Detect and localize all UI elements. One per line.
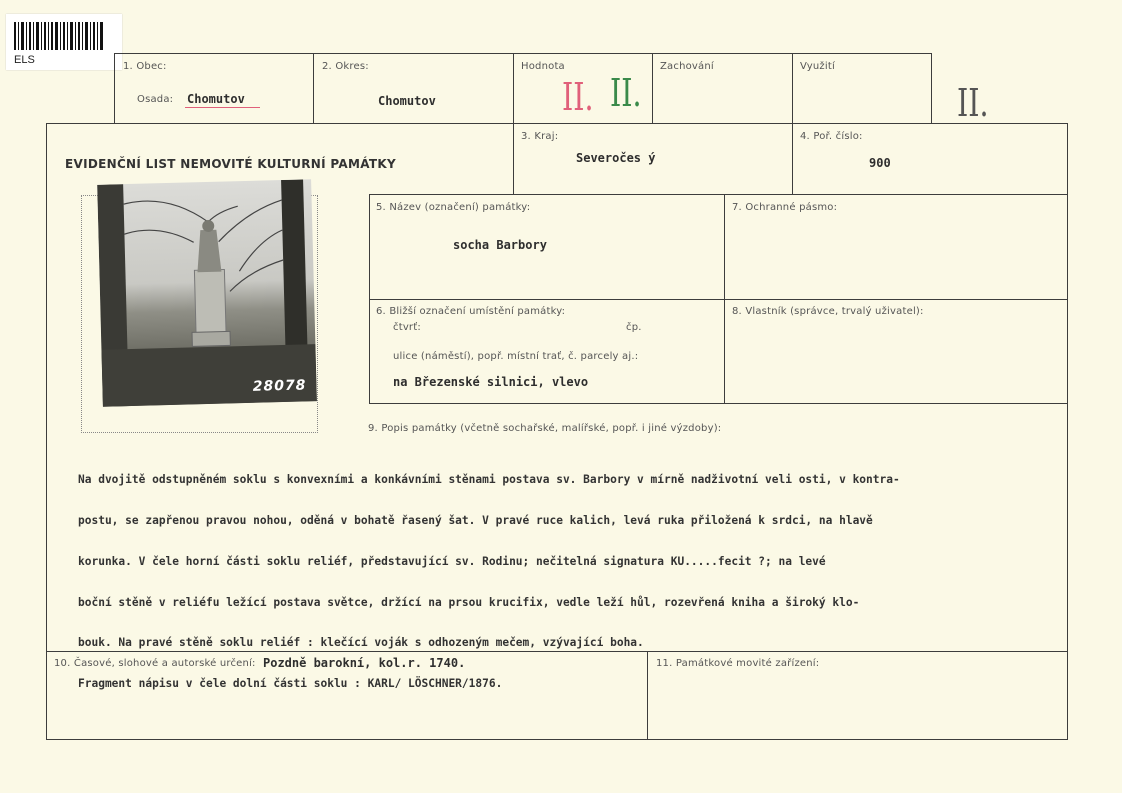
okres-label: 2. Okres: <box>322 61 369 72</box>
popis-line: postu, se zapřenou pravou nohou, oděná v bohatě řasený šat. V pravé ruce kalich, levá ruka přiložená k srdci, na hlavě <box>78 513 873 527</box>
statue-scene-icon <box>97 179 317 407</box>
side-value: II. <box>957 81 989 125</box>
photo-number: 28078 <box>252 377 307 395</box>
cp-label: čp. <box>626 322 642 333</box>
por-cislo-value: 900 <box>869 156 891 170</box>
ochranne-label: 7. Ochranné pásmo: <box>732 202 838 213</box>
okres-value: Chomutov <box>378 94 436 108</box>
nazev-value: socha Barbory <box>453 238 547 252</box>
popis-line: korunka. V čele horní části soklu reliéf, představující sv. Rodinu; nečitelná signatura KU.....fecit ?; na levé <box>78 554 826 568</box>
por-cislo-label: 4. Poř. číslo: <box>800 131 863 142</box>
sticker-label: ELS <box>14 54 35 66</box>
umisteni-value: na Březenské silnici, vlevo <box>393 375 589 389</box>
obec-label: 1. Obec: <box>123 61 167 72</box>
zarizeni-label: 11. Památkové movité zařízení: <box>656 658 820 669</box>
hodnota-mark-green: II. <box>610 71 642 115</box>
popis-line: Na dvojitě odstupněném soklu s konvexními a konkávními stěnami postava sv. Barbory v mírně nadživotní veli osti, v kontra- <box>78 473 900 487</box>
popis-label: 9. Popis památky (včetně sochařské, malířské, popř. i jiné výzdoby): <box>368 423 722 434</box>
hodnota-mark-red: II. <box>562 75 594 119</box>
umisteni-label: 6. Bližší označení umístění památky: <box>376 306 566 317</box>
monument-photo <box>97 179 317 407</box>
popis-line: boční stěně v reliéfu ležící postava světce, držící na prsou krucifix, vedle leží hůl, rozevřená kniha a široký klo- <box>78 595 860 609</box>
hodnota-label: Hodnota <box>521 61 565 72</box>
popis-line: Fragment nápisu v čele dolní části soklu : KARL/ LÖSCHNER/1876. <box>78 677 503 691</box>
popis-text <box>78 446 1063 718</box>
casove-label: 10. Časové, slohové a autorské určení: <box>54 658 256 669</box>
zachovani-label: Zachování <box>660 61 714 72</box>
vyuziti-label: Využití <box>800 61 835 72</box>
popis-line: bouk. Na pravé stěně soklu reliéf : klečící voják s odhozeným mečem, vzývající boha. <box>78 636 644 650</box>
osada-value: Chomutov <box>187 92 245 106</box>
kraj-value: Severočes ý <box>576 151 656 165</box>
ulice-label: ulice (náměstí), popř. místní trať, č. parcely aj.: <box>393 351 639 362</box>
osada-label: Osada: <box>137 94 174 105</box>
casove-value: Pozdně barokní, kol.r. 1740. <box>263 656 466 670</box>
barcode-sticker <box>6 14 122 70</box>
kraj-label: 3. Kraj: <box>521 131 559 142</box>
nazev-label: 5. Název (označení) památky: <box>376 202 531 213</box>
osada-underline <box>185 107 260 108</box>
card-title: EVIDENČNÍ LIST NEMOVITÉ KULTURNÍ PAMÁTKY <box>65 157 396 171</box>
ctvrt-label: čtvrť: <box>393 322 421 333</box>
vlastnik-label: 8. Vlastník (správce, trvalý uživatel): <box>732 306 924 317</box>
barcode-icon <box>14 22 106 50</box>
